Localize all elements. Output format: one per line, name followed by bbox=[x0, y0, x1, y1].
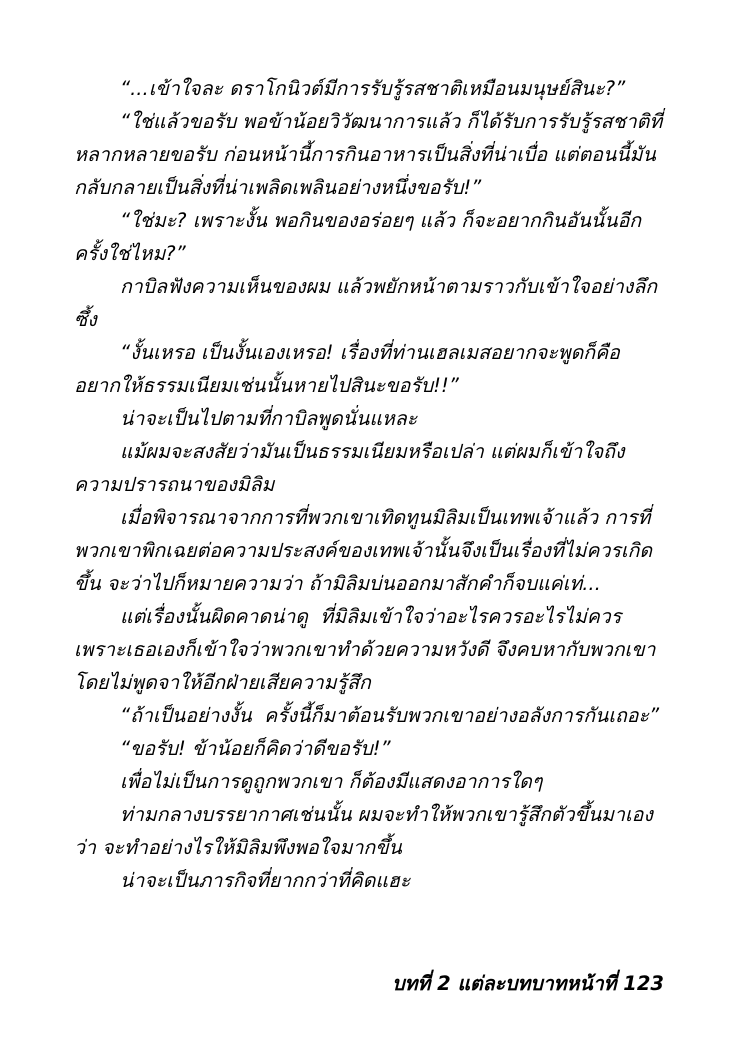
paragraph: “ใช่แล้วขอรับ พอข้าน้อยวิวัฒนาการแล้ว ก็ได้รับการรับรู้รสชาติที่หลากหลายขอรับ ก่อนหน้านี้การกินอาหารเป็นสิ่งที่น่าเบื่อ แต่ตอนนี้มันกลับกลายเป็นสิ่งที่น่าเพลิดเพลินอย่างหนึ่งขอรับ!” bbox=[74, 110, 663, 199]
paragraph: น่าจะเป็นไปตามที่กาบิลพูดนั่นแหละ bbox=[120, 407, 418, 430]
paragraph: เพื่อไม่เป็นการดูถูกพวกเขา ก็ต้องมีแสดงอาการใดๆ bbox=[120, 770, 543, 793]
paragraph: “...เข้าใจละ ดราโกนิวต์มีการรับรู้รสชาติเหมือนมนุษย์สินะ?” bbox=[120, 77, 626, 100]
paragraph: แม้ผมจะสงสัยว่ามันเป็นธรรมเนียมหรือเปล่า แต่ผมก็เข้าใจถึงความปรารถนาของมิลิม bbox=[74, 440, 625, 496]
paragraph: “งั้นเหรอ เป็นงั้นเองเหรอ! เรื่องที่ท่านเฮลเมสอยากจะพูดก็คืออยากให้ธรรมเนียมเช่นนั้นหายไปสินะขอรับ!!” bbox=[74, 341, 620, 397]
paragraph: “ถ้าเป็นอย่างงั้น ครั้งนี้ก็มาต้อนรับพวกเขาอย่างอลังการกันเถอะ” bbox=[120, 704, 660, 727]
paragraph: น่าจะเป็นภารกิจที่ยากกว่าที่คิดแฮะ bbox=[120, 869, 411, 892]
paragraph: กาบิลฟังความเห็นของผม แล้วพยักหน้าตามราวกับเข้าใจอย่างลึกซึ้ง bbox=[74, 275, 658, 331]
paragraph: แต่เรื่องนั้นผิดคาดน่าดู ที่มิลิมเข้าใจว่าอะไรควรอะไรไม่ควร เพราะเธอเองก็เข้าใจว่าพวกเขาทำด้วยความหวังดี จึงคบหากับพวกเขาโดยไม่พูดจาให้อีกฝ่ายเสียความรู้สึก bbox=[74, 605, 656, 694]
paragraph: “ใช่มะ? เพราะงั้น พอกินของอร่อยๆ แล้ว ก็จะอยากกินอันนั้นอีกครั้งใช่ไหม?” bbox=[74, 209, 642, 265]
paragraph: ท่ามกลางบรรยากาศเช่นนั้น ผมจะทำให้พวกเขารู้สึกตัวขึ้นมาเองว่า จะทำอย่างไรให้มิลิมพึงพอใจมากขึ้น bbox=[74, 803, 653, 859]
paragraph: “ขอรับ! ข้าน้อยก็คิดว่าดีขอรับ!” bbox=[120, 737, 391, 760]
page-body bbox=[74, 72, 664, 897]
page-footer: บทที่ 2 แต่ละบทบาทหน้าที่ 123 bbox=[392, 972, 664, 995]
paragraph: เมื่อพิจารณาจากการที่พวกเขาเทิดทูนมิลิมเป็นเทพเจ้าแล้ว การที่พวกเขาพิกเฉยต่อความประสงค์ของเทพเจ้านั้นจึงเป็นเรื่องที่ไม่ควรเกิดขึ้น จะว่าไปก็หมายความว่า ถ้ามิลิมบ่นออกมาสักคำก็จบแค่เท่... bbox=[74, 506, 653, 595]
